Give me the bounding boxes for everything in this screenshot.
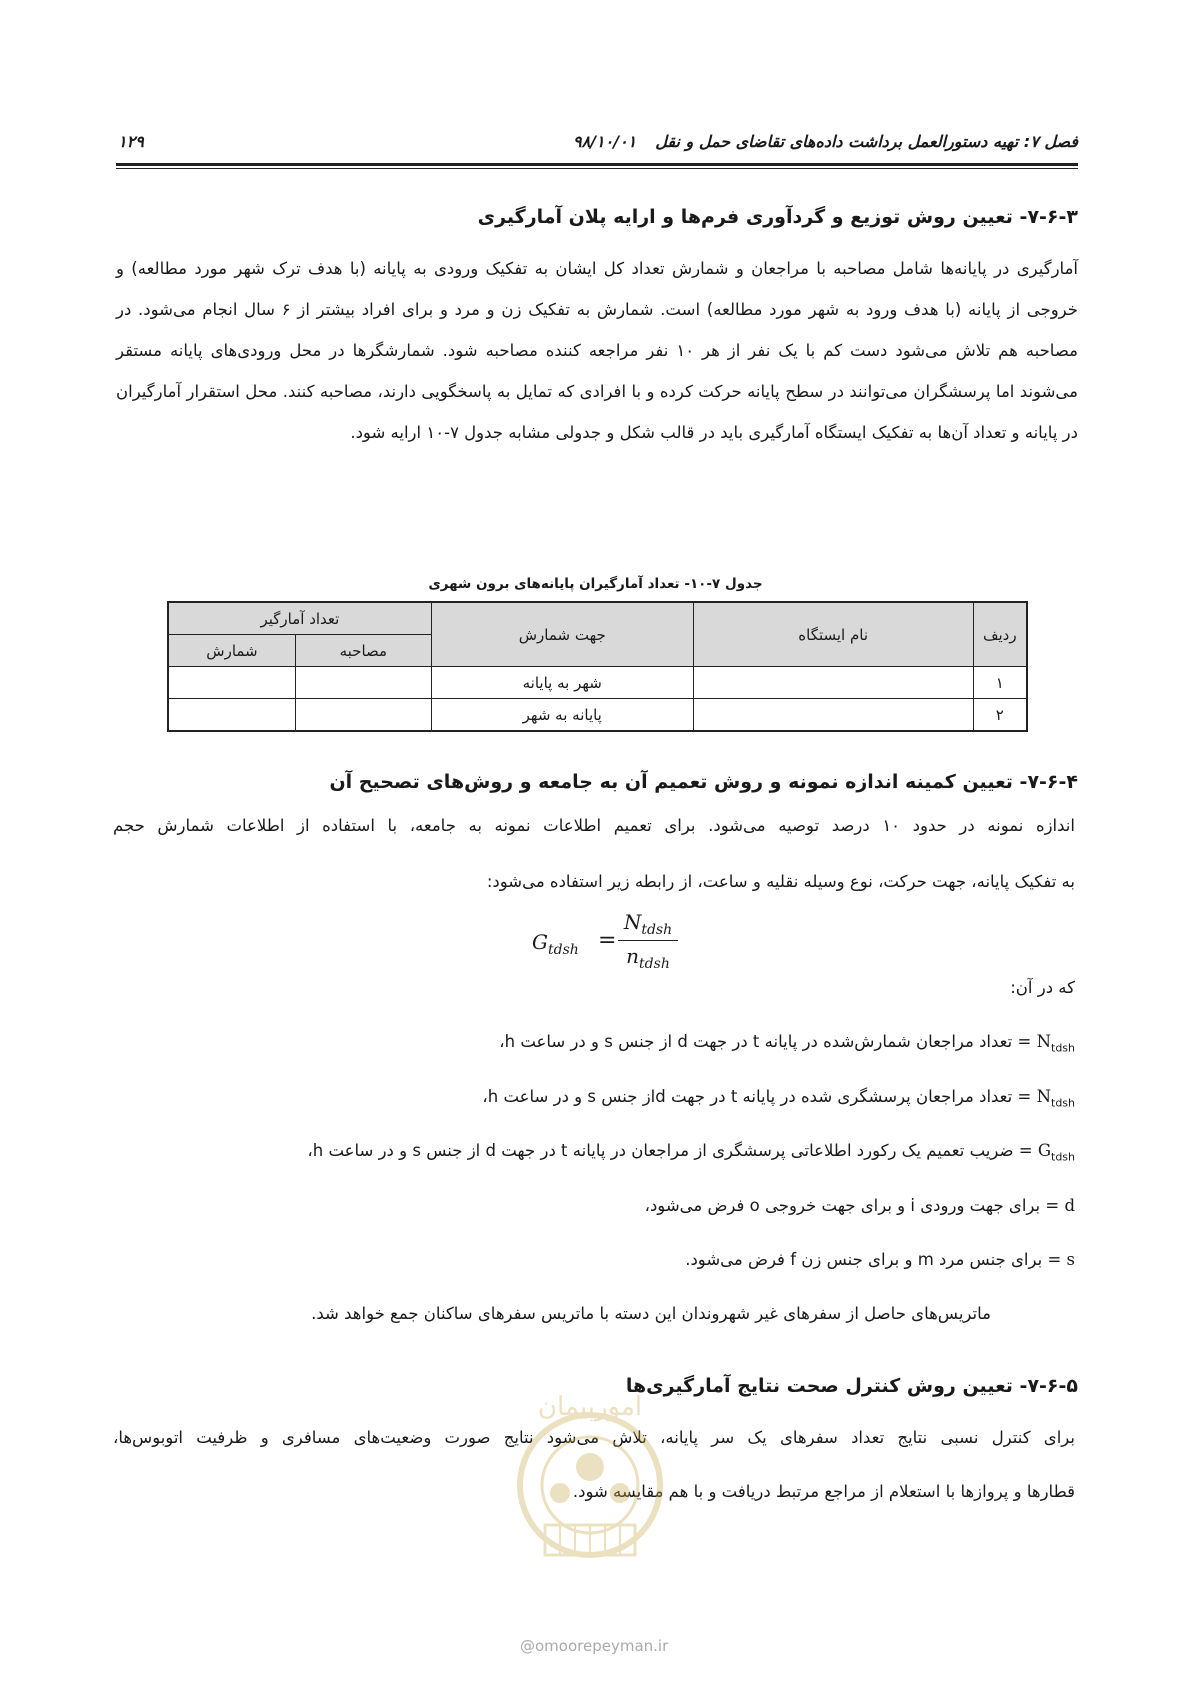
cell-interview — [295, 699, 431, 732]
section-paragraph-7-6-3: آمارگیری در پایانه‌ها شامل مصاحبه با مراجعان و شمارش تعداد کل ایشان به تفکیک ورودی به پایانه (با هدف ترک شهر مورد مطالعه) و خروجی از پایانه (با هدف ورود به شهر مورد مطالعه) است. شمارش به تفکیک زن و مرد و برای افراد بیشتر از ۶ سال انجام می‌شود. در مصاحبه هم تلاش می‌شود دست کم با یک نفر از هر ۱۰ نفر مراجعه کننده مصاحبه شود. شمارشگرها در محل ورودی‌های پایانه مستقر می‌شوند اما پرسشگران می‌توانند در سطح پایانه حرکت کرده و با افرادی که تمایل به پاسخگویی دارند، مصاحبه کنند. محل استقرار آمارگیران در پایانه و تعداد آن‌ها به تفکیک ایستگاه آمارگیری باید در قالب شکل و جدولی مشابه جدول ۷-۱۰ ارایه شود. — [116, 259, 1078, 442]
cell-row: ۲ — [973, 699, 1027, 732]
cell-row: ۱ — [973, 667, 1027, 699]
th-interview: مصاحبه — [295, 635, 431, 667]
section-heading-7-6-3: ۷-۶-۳- تعیین روش توزیع و گردآوری فرم‌ها و ارایه پلان آمارگیری — [477, 206, 1078, 228]
cell-station — [693, 699, 973, 732]
th-direction: جهت شمارش — [431, 602, 693, 667]
fraction-bar — [618, 940, 678, 941]
section-4-line-1: اندازه نمونه در حدود ۱۰ درصد توصیه می‌شود. برای تعمیم اطلاعات نمونه به جامعه، با استفاده از اطلاعات شمارش حجم — [113, 816, 1075, 835]
th-surveyor-count: تعداد آمارگیر — [168, 602, 431, 635]
page-number: ۱۲۹ — [118, 132, 144, 151]
where-label: که در آن: — [1010, 978, 1075, 997]
formula-equals: = — [598, 928, 617, 953]
section-heading-7-6-5: ۷-۶-۵- تعیین روش کنترل صحت نتایج آمارگیری‌ها — [625, 1375, 1078, 1397]
definition-line: d = برای جهت ورودی i و برای جهت خروجی o فرض می‌شود، — [644, 1196, 1075, 1215]
definition-line: $N_{tdsh}$ = تعداد مراجعان پرسشگری شده در پایانه t در جهت dاز جنس s و در ساعت h، — [482, 1087, 1075, 1110]
th-counting: شمارش — [168, 635, 295, 667]
th-row: ردیف — [973, 602, 1027, 667]
section-4-line-2: به تفکیک پایانه، جهت حرکت، نوع وسیله نقلیه و ساعت، از رابطه زیر استفاده می‌شود: — [486, 872, 1075, 891]
table-row — [168, 667, 1027, 699]
section-4-closing: ماتریس‌های حاصل از سفرهای غیر شهروندان این دسته با ماتریس سفرهای ساکنان جمع خواهد شد. — [311, 1304, 991, 1323]
header-rule-thin — [116, 168, 1078, 169]
cell-counting — [168, 667, 295, 699]
cell-direction: پایانه به شهر — [431, 699, 693, 732]
cell-station — [693, 667, 973, 699]
th-station: نام ایستگاه — [693, 602, 973, 667]
expansion-formula — [532, 910, 682, 970]
header-rule-thick — [116, 163, 1078, 166]
definition-line: $G_{tdsh}$ = ضریب تعمیم یک رکورد اطلاعاتی پرسشگری از مراجعان در پایانه t در جهت d از جنس s و در ساعت h، — [307, 1141, 1075, 1164]
watermark-logo-text: امورپیمان — [537, 1392, 643, 1422]
definition-line: s = برای جنس مرد m و برای جنس زن f فرض می‌شود. — [685, 1250, 1075, 1269]
table-caption: جدول ۷-۱۰- تعداد آمارگیران پایانه‌های برون شهری — [428, 576, 763, 592]
chapter-title: فصل ۷: تهیه دستورالعمل برداشت داده‌های تقاضای حمل و نقل — [655, 132, 1078, 151]
formula-denominator: $n_{tdsh}$ — [626, 944, 670, 972]
table-row — [168, 699, 1027, 732]
section-5-line-1: برای کنترل نسبی نتایج تعداد سفرهای یک سر پایانه، تلاش می‌شود نتایج صورت وضعیت‌های مسافری و ظرفیت اتوبوس‌ها، — [113, 1428, 1075, 1447]
section-heading-7-6-4: ۷-۶-۴- تعیین کمینه اندازه نمونه و روش تعمیم آن به جامعه و روش‌های تصحیح آن — [329, 771, 1078, 793]
section-5-line-2: قطارها و پروازها با استعلام از مراجع مرتبط دریافت و با هم مقایسه شود. — [572, 1482, 1075, 1501]
cell-interview — [295, 667, 431, 699]
formula-lhs: $G_{tdsh}$ — [532, 930, 579, 958]
header-date: ۹۸/۱۰/۰۱ — [573, 132, 637, 151]
cell-counting — [168, 699, 295, 732]
watermark-site: @omoorepeyman.ir — [520, 1637, 669, 1655]
formula-numerator: $N_{tdsh}$ — [623, 910, 673, 938]
definition-line: $N_{tdsh}$ = تعداد مراجعان شمارش‌شده در پایانه t در جهت d از جنس s و در ساعت h، — [499, 1032, 1075, 1055]
cell-direction: شهر به پایانه — [431, 667, 693, 699]
surveyor-count-table — [167, 601, 1028, 732]
page-header — [118, 126, 1078, 156]
watermark-logo-icon — [505, 1375, 675, 1585]
